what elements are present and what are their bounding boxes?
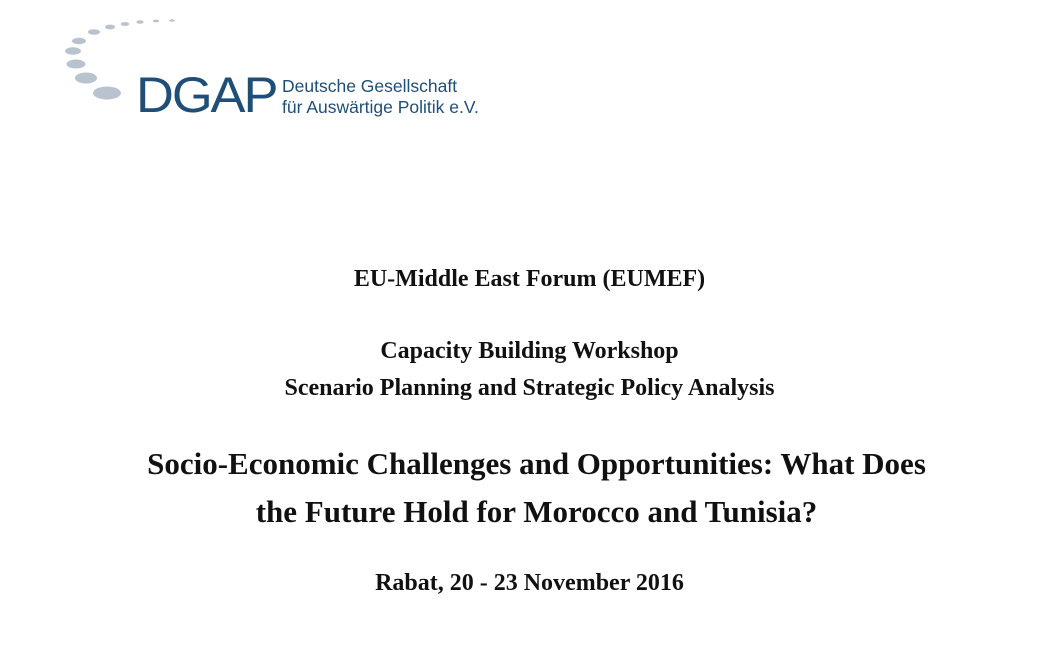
logo-organization-name	[282, 76, 479, 118]
logo-name-line-2: für Auswärtige Politik e.V.	[282, 97, 479, 117]
logo-mark: DGAP	[136, 67, 277, 123]
workshop-subtitle: Scenario Planning and Strategic Policy Analysis	[284, 375, 775, 401]
forum-heading: EU-Middle East Forum (EUMEF)	[353, 266, 706, 292]
dgap-logo	[58, 14, 498, 124]
document-title-line-2: the Future Hold for Morocco and Tunisia?	[255, 494, 818, 529]
event-date-location: Rabat, 20 - 23 November 2016	[375, 570, 684, 596]
document-title-line-1: Socio-Economic Challenges and Opportunities: What Does	[147, 446, 926, 481]
workshop-heading: Capacity Building Workshop	[380, 338, 679, 364]
logo-name-line-1: Deutsche Gesellschaft	[282, 76, 458, 96]
